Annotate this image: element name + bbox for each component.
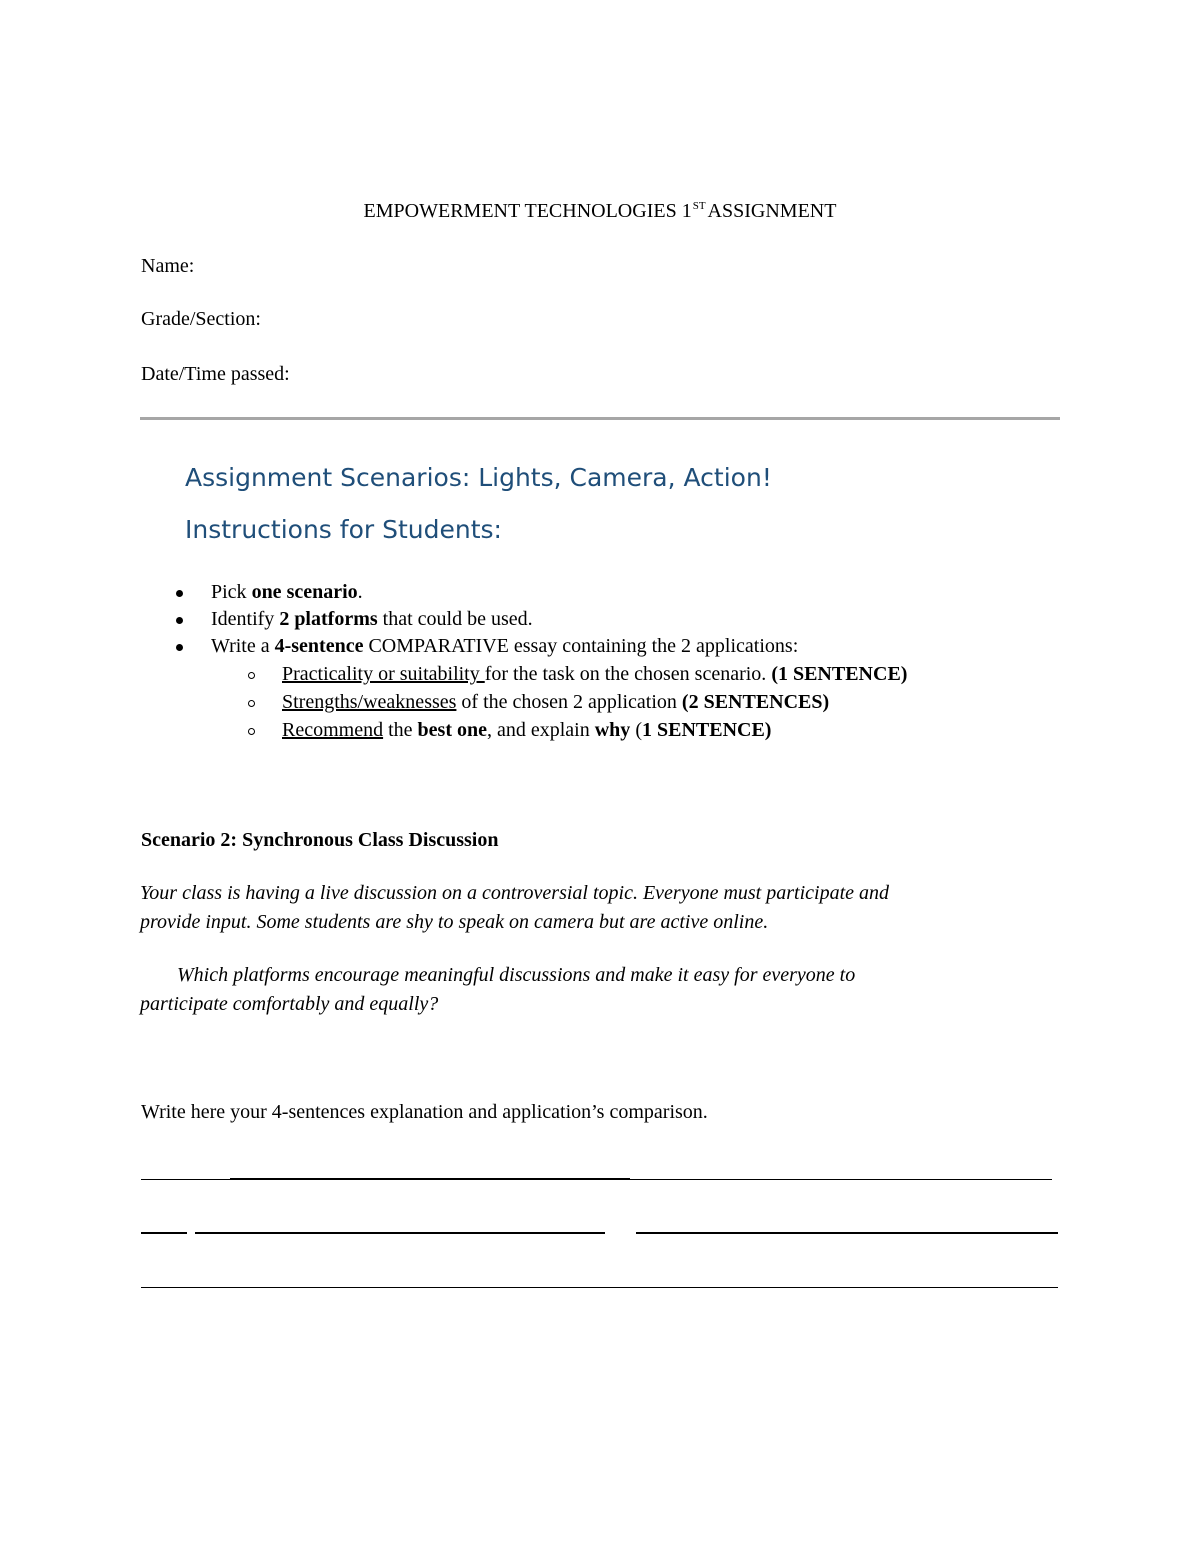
text: Write a <box>211 635 275 657</box>
line-segment <box>636 1232 1058 1234</box>
bullet-icon <box>176 644 183 651</box>
bullet-icon <box>176 590 183 597</box>
bold-text: why <box>594 719 631 741</box>
date-time-field-label: Date/Time passed: <box>141 363 290 385</box>
scenario-paragraph-1-line-2: provide input. Some students are shy to speak on camera but are active online. <box>140 911 769 933</box>
underlined-text: Strengths/weaknesses <box>282 691 457 713</box>
text: Pick <box>211 581 252 603</box>
scenario-paragraph-1-line-1: Your class is having a live discussion on a controversial topic. Everyone must participate and <box>140 882 890 904</box>
line-segment <box>141 1232 187 1234</box>
text: for the task on the chosen scenario. <box>484 663 772 685</box>
line-segment <box>230 1178 630 1180</box>
circle-bullet-icon <box>248 672 255 679</box>
bold-text: (1 SENTENCE) <box>771 663 908 685</box>
title-end: ASSIGNMENT <box>707 200 837 222</box>
page-title <box>0 197 1200 228</box>
underlined-text: Practicality or suitability <box>282 663 485 685</box>
bold-text: (2 SENTENCES) <box>681 691 830 713</box>
line-segment <box>141 1287 1058 1288</box>
scenarios-heading: Assignment Scenarios: Lights, Camera, Action! <box>185 463 772 492</box>
text: Identify <box>211 608 280 630</box>
text: of the chosen 2 application <box>456 691 682 713</box>
underlined-text: Recommend <box>282 719 384 741</box>
text: the <box>383 719 418 741</box>
line-segment <box>195 1232 605 1234</box>
name-field-label: Name: <box>141 255 195 277</box>
bold-text: 1 SENTENCE) <box>641 719 772 741</box>
text: . <box>357 581 363 603</box>
title-main: EMPOWERMENT TECHNOLOGIES 1 <box>363 200 692 222</box>
title-superscript: ST <box>692 200 706 212</box>
grade-section-field-label: Grade/Section: <box>141 308 261 330</box>
text: that could be used. <box>377 608 533 630</box>
text: COMPARATIVE essay containing the 2 applications: <box>363 635 799 657</box>
text: , and explain <box>486 719 595 741</box>
scenario-title: Scenario 2: Synchronous Class Discussion <box>141 829 499 851</box>
answer-prompt: Write here your 4-sentences explanation and application’s comparison. <box>141 1101 708 1123</box>
bold-text: 4-sentence <box>274 635 364 657</box>
line-segment <box>141 1179 230 1180</box>
text: ( <box>630 719 642 741</box>
divider <box>140 417 1060 420</box>
circle-bullet-icon <box>248 728 255 735</box>
bold-text: one scenario <box>251 581 358 603</box>
circle-bullet-icon <box>248 700 255 707</box>
scenario-paragraph-2-line-1: Which platforms encourage meaningful discussions and make it easy for everyone to <box>177 964 856 986</box>
bold-text: 2 platforms <box>279 608 378 630</box>
bullet-icon <box>176 617 183 624</box>
scenario-paragraph-2-line-2: participate comfortably and equally? <box>140 993 439 1015</box>
line-segment <box>630 1179 1052 1180</box>
bold-text: best one <box>417 719 487 741</box>
instructions-heading: Instructions for Students: <box>185 515 502 544</box>
